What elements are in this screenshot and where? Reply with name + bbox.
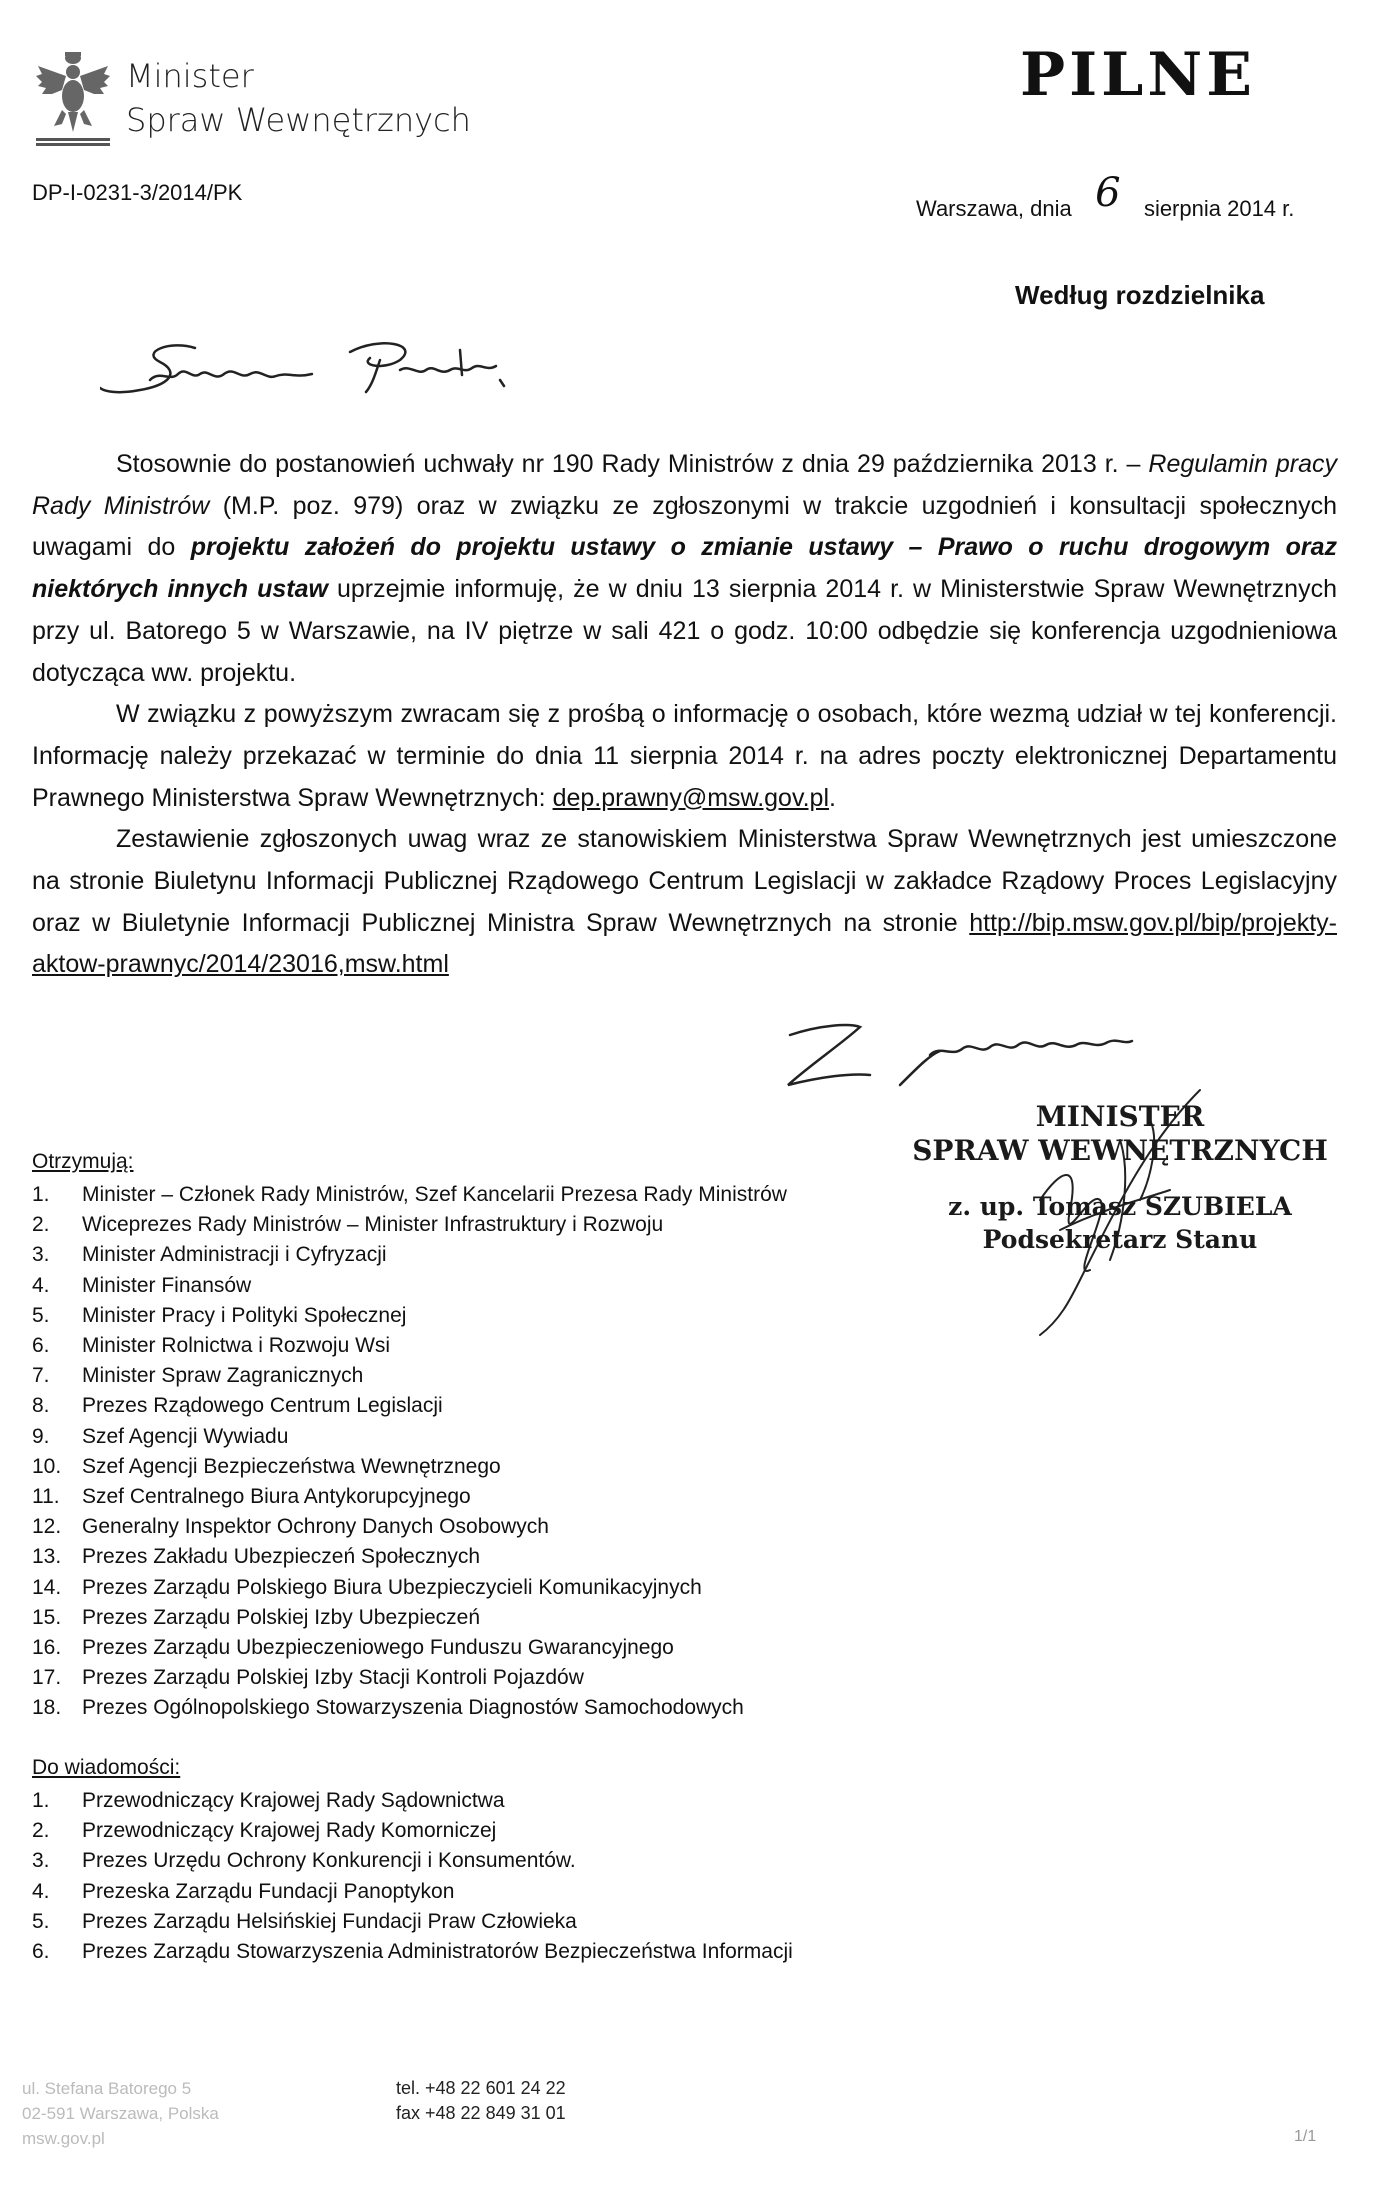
institution-line2: Spraw Wewnętrznych — [126, 101, 471, 139]
item-number: 1. — [32, 1183, 50, 1206]
p2-text: W związku z powyższym zwracam się z prośbą o informację o osobach, które wezmą udział w tej konferencji. Informację należy przekazać w terminie do dnia 11 sierpnia 2014 r. na adres poczty elektronicznej Departamentu Prawnego Ministerstwa Spraw Wewnętrznych: — [32, 700, 1337, 812]
list-item — [32, 1271, 787, 1301]
item-number: 18. — [32, 1696, 62, 1720]
item-number: 4. — [32, 1273, 50, 1297]
item-number: 11. — [32, 1485, 60, 1509]
item-text: Prezeska Zarządu Fundacji Panoptykon — [82, 1879, 455, 1903]
footer-address — [22, 2076, 219, 2151]
item-text: Minister Administracji i Cyfryzacji — [82, 1243, 387, 1267]
list-item — [32, 1907, 793, 1937]
item-number: 15. — [32, 1605, 62, 1629]
item-text: Minister Spraw Zagranicznych — [82, 1364, 364, 1388]
p1-text-c: (M.P. poz. 979) oraz w związku ze zgłoszonymi w trakcie uzgodnień i konsultacji społecznych uwagami do — [32, 491, 1338, 562]
date-prefix: Warszawa, dnia — [916, 196, 1072, 221]
list-item — [32, 1452, 787, 1482]
p2-end: . — [829, 783, 836, 812]
reference-number: DP-I-0231-3/2014/PK — [32, 180, 243, 205]
list-item — [32, 1573, 787, 1603]
date-line — [916, 170, 1295, 226]
item-number: 8. — [32, 1394, 50, 1418]
list-item — [32, 1301, 787, 1331]
item-text: Prezes Zarządu Polskiego Biura Ubezpieczycieli Komunikacyjnych — [82, 1575, 702, 1599]
item-number: 3. — [32, 1243, 50, 1267]
item-number: 5. — [32, 1909, 50, 1933]
list-item — [32, 1422, 787, 1452]
item-text: Prezes Zarządu Polskiej Izby Stacji Kontroli Pojazdów — [82, 1666, 584, 1690]
item-text: Prezes Zakładu Ubezpieczeń Społecznych — [82, 1545, 481, 1569]
list-item — [32, 1816, 793, 1846]
item-number: 2. — [32, 1819, 50, 1843]
list-item — [32, 1391, 787, 1421]
item-number: 5. — [32, 1303, 50, 1327]
item-text: Minister – Członek Rady Ministrów, Szef Kancelarii Prezesa Rady Ministrów — [82, 1183, 787, 1206]
list-item — [32, 1663, 787, 1693]
item-text: Prezes Rządowego Centrum Legislacji — [82, 1394, 443, 1418]
item-number: 14. — [32, 1575, 62, 1599]
footer-phone: tel. +48 22 601 24 22 — [396, 2078, 566, 2098]
date-day-handwritten: 6 — [1095, 170, 1121, 216]
stamp-line3: z. up. Tomasz SZUBIELA — [948, 1192, 1292, 1221]
stamp-line1: MINISTER — [1035, 1100, 1205, 1133]
list-item — [32, 1633, 787, 1663]
list-item — [32, 1482, 787, 1512]
official-stamp — [900, 1100, 1340, 1256]
stamp-line2: SPRAW WEWNĘTRZNYCH — [912, 1134, 1328, 1167]
paragraph-1 — [32, 444, 1337, 694]
stamp-line4: Podsekretarz Stanu — [982, 1225, 1258, 1254]
item-text: Szef Agencji Wywiadu — [82, 1424, 289, 1448]
polish-eagle-crest-icon — [32, 44, 114, 150]
item-number: 12. — [32, 1515, 62, 1539]
item-number: 3. — [32, 1849, 50, 1873]
p1-regulation-title: Regulamin pracy Rady Ministrów — [32, 450, 1338, 520]
addressee: Według rozdzielnika — [1015, 280, 1265, 310]
list-item — [32, 1542, 787, 1572]
item-text: Prezes Zarządu Helsińskiej Fundacji Praw Człowieka — [82, 1909, 577, 1933]
paragraph-3 — [32, 819, 1337, 986]
item-text: Szef Centralnego Biura Antykorupcyjnego — [82, 1485, 471, 1509]
list-item — [32, 1210, 787, 1240]
footer-city: 02-591 Warszawa, Polska — [22, 2104, 219, 2123]
list-item — [32, 1603, 787, 1633]
item-text: Minister Finansów — [82, 1273, 252, 1297]
list-item — [32, 1180, 787, 1210]
list-item — [32, 1846, 793, 1876]
for-information-section — [32, 1756, 793, 1967]
letter-body — [32, 444, 1337, 986]
item-text: Prezes Ogólnopolskiego Stowarzyszenia Diagnostów Samochodowych — [82, 1696, 744, 1720]
list-item — [32, 1693, 787, 1723]
item-text: Przewodniczący Krajowej Rady Komorniczej — [82, 1819, 497, 1843]
p3-text: Zestawienie zgłoszonych uwag wraz ze stanowiskiem Ministerstwa Spraw Wewnętrznych jest umieszczone na stronie Biuletynu Informacji Publicznej Rządowego Centrum Legislacji w zakładce Rządowy Proces Legislacyjny oraz w Biuletynie Informacji Publicznej Ministra Spraw Wewnętrznych na stronie — [32, 825, 1337, 937]
footer-website[interactable]: msw.gov.pl — [22, 2129, 105, 2148]
item-number: 17. — [32, 1666, 62, 1690]
footer-fax: fax +48 22 849 31 01 — [396, 2103, 566, 2123]
list-item — [32, 1361, 787, 1391]
item-text: Szef Agencji Bezpieczeństwa Wewnętrznego — [82, 1454, 501, 1478]
item-number: 2. — [32, 1213, 50, 1237]
item-text: Minister Rolnictwa i Rozwoju Wsi — [82, 1334, 391, 1358]
bip-url-link[interactable]: http://bip.msw.gov.pl/bip/projekty-aktow-prawnyc/2014/23016,msw.html — [32, 908, 1337, 979]
item-number: 6. — [32, 1940, 50, 1964]
p1-text-e: uprzejmie informuję, że w dniu 13 sierpnia 2014 r. w Ministerstwie Spraw Wewnętrznych przy ul. Batorego 5 w Warszawie, na IV piętrze w sali 421 o godz. 10:00 odbędzie się konferencja uzgodnieniowa dotycząca ww. projektu. — [32, 575, 1337, 687]
item-number: 7. — [32, 1364, 50, 1388]
item-text: Wiceprezes Rady Ministrów – Minister Infrastruktury i Rozwoju — [82, 1213, 664, 1237]
item-number: 13. — [32, 1545, 62, 1569]
date-suffix: sierpnia 2014 r. — [1143, 196, 1295, 221]
item-number: 4. — [32, 1879, 50, 1903]
paragraph-2 — [32, 694, 1337, 819]
item-text: Prezes Zarządu Ubezpieczeniowego Funduszu Gwarancyjnego — [82, 1636, 674, 1660]
email-link[interactable]: dep.prawny@msw.gov.pl — [552, 783, 830, 812]
institution-name — [126, 54, 471, 142]
list-item — [32, 1877, 793, 1907]
footer-street: ul. Stefana Batorego 5 — [22, 2079, 192, 2098]
item-text: Generalny Inspektor Ochrony Danych Osobowych — [82, 1515, 549, 1539]
list-item — [32, 1331, 787, 1361]
item-number: 10. — [32, 1454, 62, 1478]
item-text: Prezes Zarządu Stowarzyszenia Administratorów Bezpieczeństwa Informacji — [82, 1940, 793, 1964]
recipients-section — [32, 1150, 787, 1724]
item-number: 9. — [32, 1424, 50, 1448]
list-item — [32, 1512, 787, 1542]
item-text: Przewodniczący Krajowej Rady Sądownictwa — [82, 1789, 505, 1812]
list-item — [32, 1786, 793, 1816]
item-number: 16. — [32, 1636, 62, 1660]
p1-project-title: projektu założeń do projektu ustawy o zmianie ustawy – Prawo o ruchu drogowym oraz niektórych innych ustaw — [32, 533, 1338, 604]
info-list — [32, 1786, 793, 1967]
item-text: Minister Pracy i Polityki Społecznej — [82, 1303, 407, 1327]
item-text: Prezes Urzędu Ochrony Konkurencji i Konsumentów. — [82, 1849, 576, 1873]
info-title: Do wiadomości: — [32, 1756, 181, 1779]
p1-text-a: Stosownie do postanowień uchwały nr 190 Rady Ministrów z dnia 29 października 2013 r. – — [116, 450, 1149, 478]
handwritten-salutation — [100, 330, 600, 420]
page-number: 1/1 — [1294, 2128, 1317, 2145]
footer-contact — [396, 2076, 566, 2126]
recipients-list — [32, 1180, 787, 1724]
list-item — [32, 1240, 787, 1270]
item-number: 1. — [32, 1789, 50, 1812]
item-number: 6. — [32, 1334, 50, 1358]
urgent-label: PILNE — [1020, 40, 1256, 110]
item-text: Prezes Zarządu Polskiej Izby Ubezpieczeń — [82, 1605, 481, 1629]
list-item — [32, 1937, 793, 1967]
recipients-title: Otrzymują: — [32, 1150, 134, 1173]
institution-line1: Minister — [126, 57, 254, 95]
